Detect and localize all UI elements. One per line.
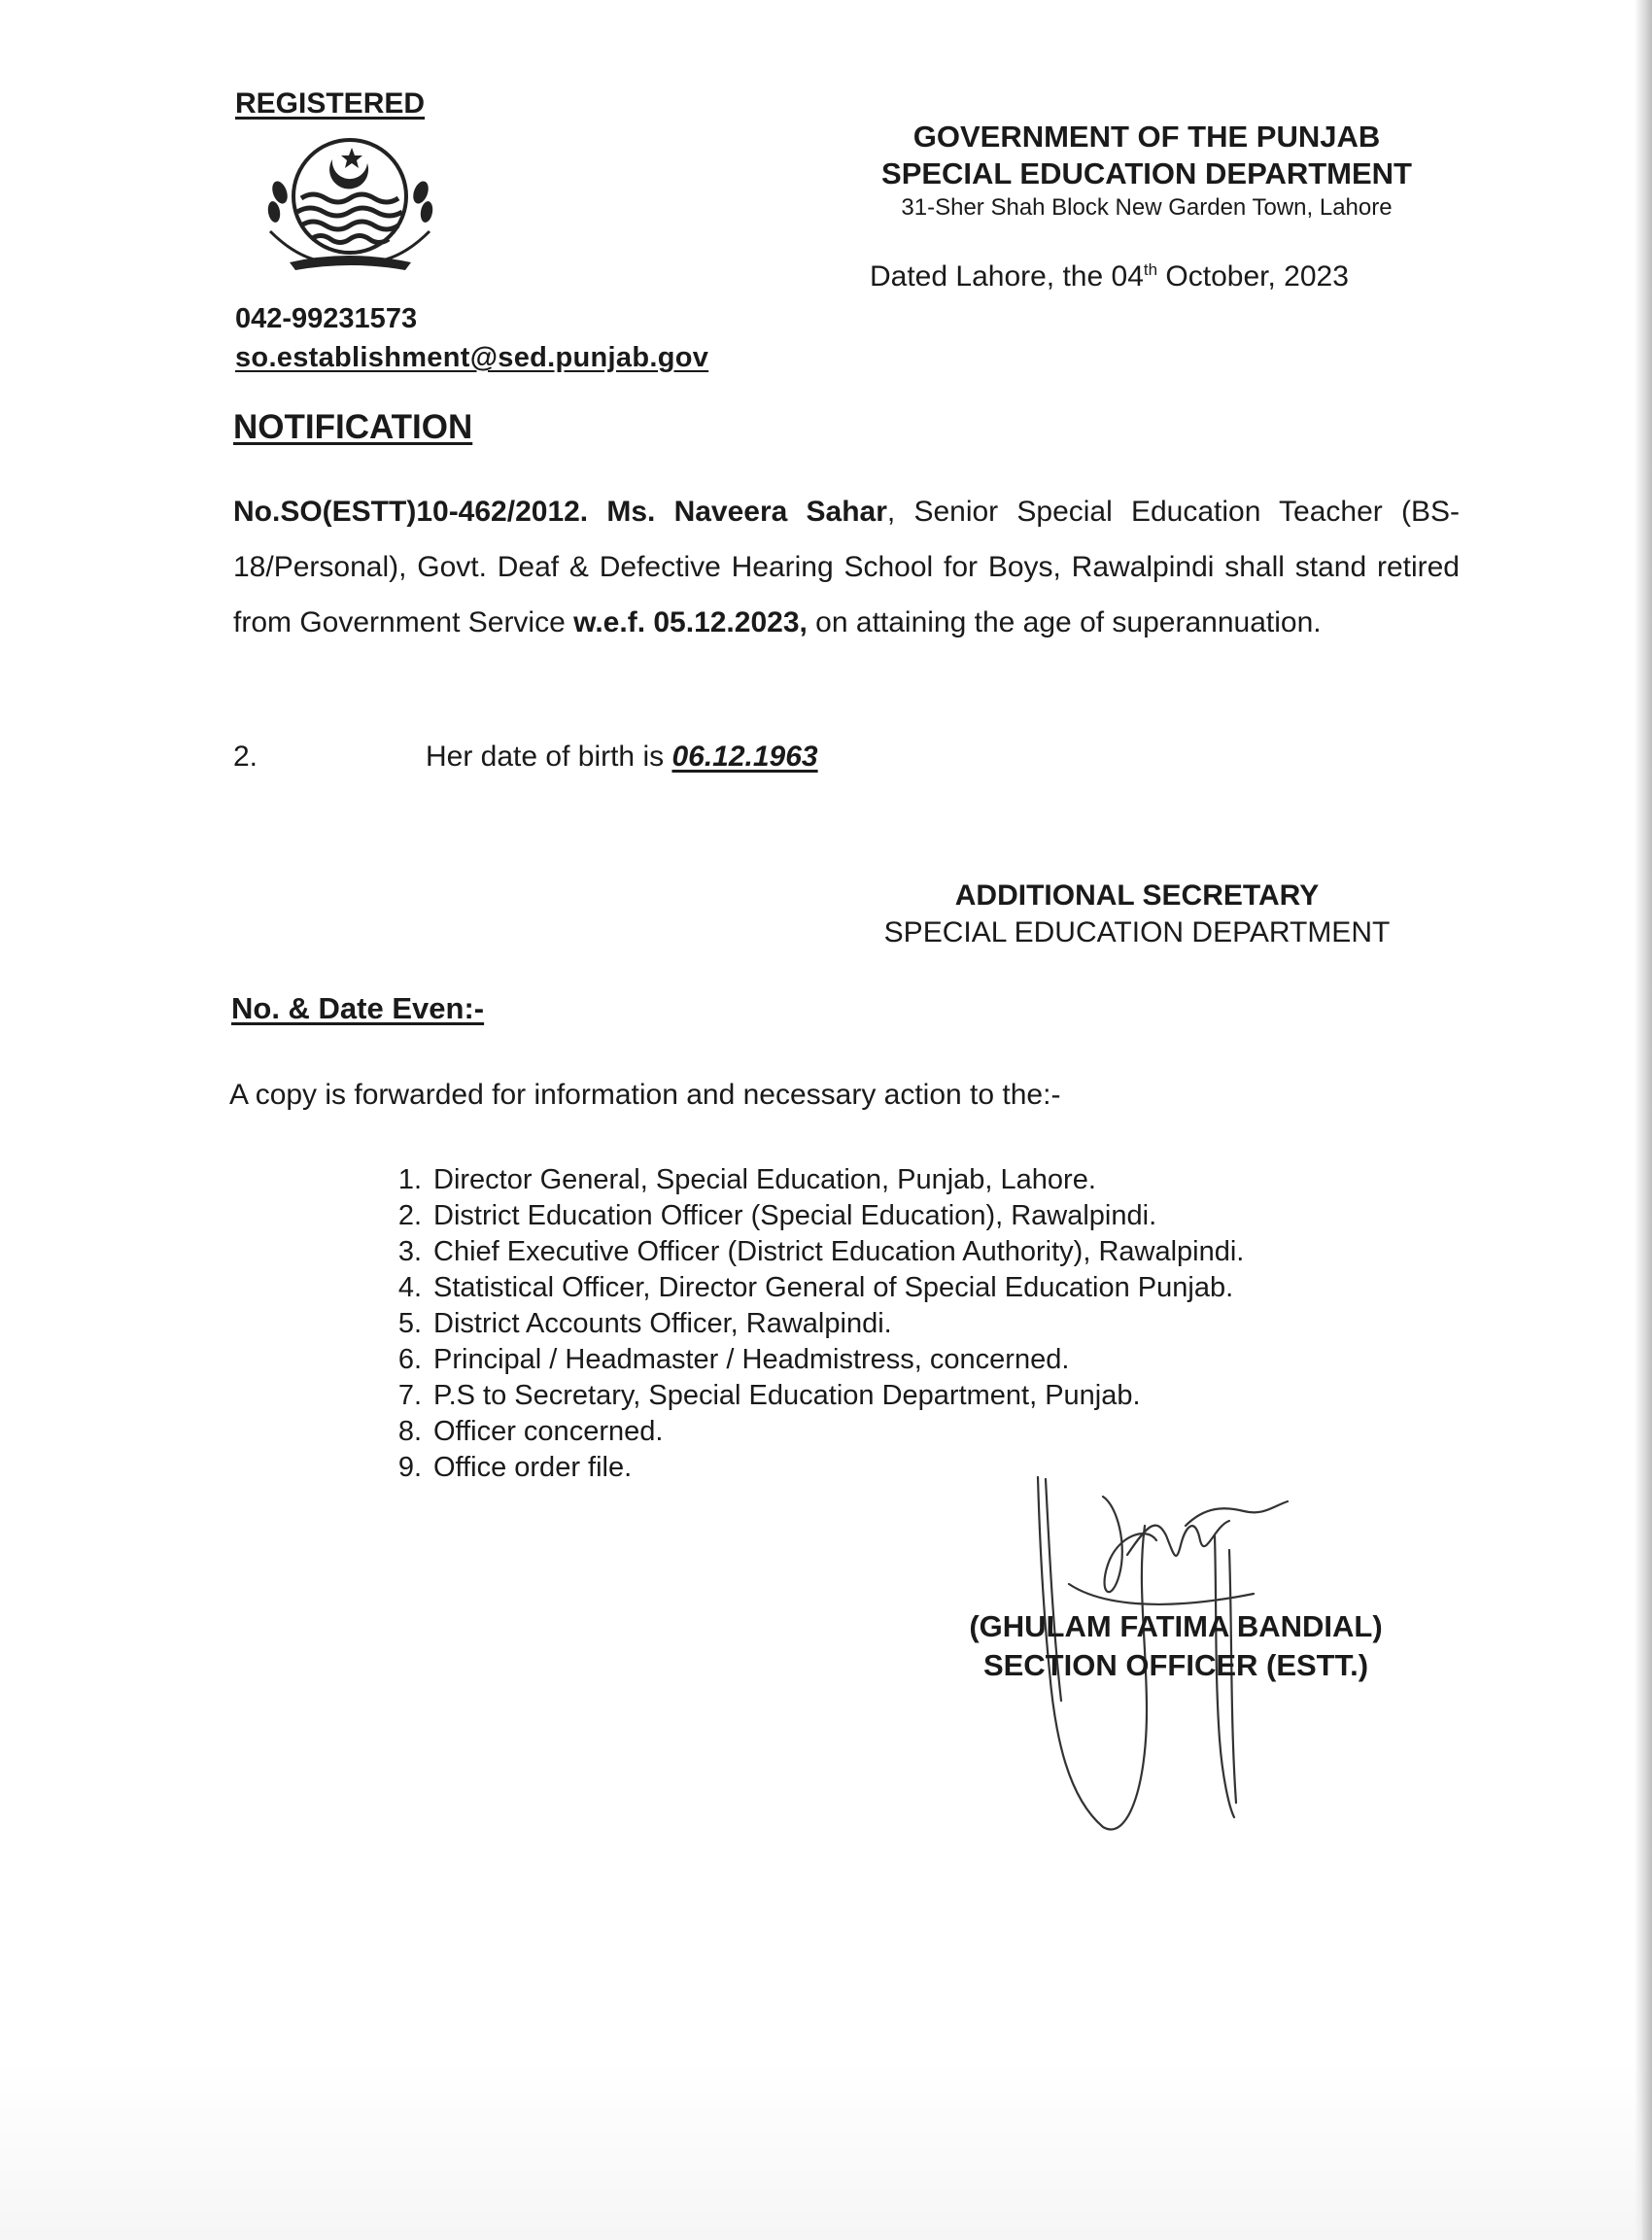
list-item-text: Officer concerned. [433, 1416, 664, 1447]
list-item [367, 1378, 1244, 1414]
list-item-text: Director General, Special Education, Punjab, Lahore. [433, 1164, 1096, 1195]
recipient-list [367, 1162, 1244, 1486]
list-item-text: Chief Executive Officer (District Education Authority), Rawalpindi. [433, 1236, 1245, 1267]
punjab-emblem-icon [251, 134, 450, 280]
list-item-number: 3. [397, 1236, 422, 1267]
department-title: SPECIAL EDUCATION DEPARTMENT [881, 156, 1412, 190]
employee-name: Ms. Naveera Sahar [606, 496, 887, 528]
paragraph-number: 2. [233, 741, 258, 773]
list-item [367, 1306, 1244, 1342]
retirement-date: w.e.f. 05.12.2023, [573, 606, 808, 638]
issuer-department: SPECIAL EDUCATION DEPARTMENT [883, 916, 1391, 948]
issuer-title: ADDITIONAL SECRETARY [954, 879, 1320, 912]
list-item [367, 1342, 1244, 1378]
reference-number: No.SO(ESTT)10-462/2012. [233, 496, 589, 528]
paragraph-body-2: on attaining the age of superannuation. [807, 606, 1322, 638]
phone-number: 042-99231573 [235, 303, 418, 334]
list-item-number: 9. [397, 1452, 422, 1483]
list-item-text: Principal / Headmaster / Headmistress, concerned. [433, 1344, 1070, 1375]
list-item-number: 7. [397, 1380, 422, 1411]
endorsement-intro: A copy is forwarded for information and necessary action to the:- [229, 1079, 1061, 1111]
email-address[interactable]: so.establishment@sed.punjab.gov [235, 342, 709, 373]
list-item-number: 1. [397, 1164, 422, 1195]
endorsement-heading: No. & Date Even:- [231, 991, 485, 1025]
birth-date-label: Her date of birth is [426, 741, 672, 773]
list-item [367, 1270, 1244, 1306]
page-edge [1635, 0, 1652, 2240]
section-officer-block [913, 1607, 1438, 1685]
issuer-block [845, 878, 1428, 951]
officer-name: (GHULAM FATIMA BANDIAL) [969, 1609, 1383, 1643]
date-prefix: Dated Lahore, the 04 [870, 260, 1144, 293]
list-item-number: 8. [397, 1416, 422, 1447]
list-item-text: District Education Officer (Special Education), Rawalpindi. [433, 1200, 1157, 1231]
date-suffix: October, 2023 [1157, 260, 1349, 293]
list-item-text: District Accounts Officer, Rawalpindi. [433, 1308, 892, 1339]
notification-paragraph-2 [233, 741, 1205, 774]
list-item-number: 4. [397, 1272, 422, 1303]
paragraph-body-1: , Senior Special Education Teacher (BS-18/Personal), Govt. Deaf & Defective Hearing School for Boys, Rawalpindi shall stand retired from Government Service [233, 496, 1460, 638]
government-title: GOVERNMENT OF THE PUNJAB [912, 120, 1381, 154]
list-item [367, 1234, 1244, 1270]
government-header [836, 119, 1458, 224]
date-suffix-sup: th [1143, 260, 1158, 279]
list-item [367, 1414, 1244, 1450]
notification-paragraph-1 [233, 484, 1460, 650]
list-item [367, 1198, 1244, 1234]
date-line [870, 260, 1349, 293]
birth-date: 06.12.1963 [671, 741, 818, 773]
list-item-number: 6. [397, 1344, 422, 1375]
list-item-text: Office order file. [433, 1452, 633, 1483]
list-item-number: 2. [397, 1200, 422, 1231]
list-item [367, 1162, 1244, 1198]
list-item-number: 5. [397, 1308, 422, 1339]
notification-title: NOTIFICATION [233, 408, 473, 446]
department-address: 31-Sher Shah Block New Garden Town, Lahore [901, 194, 1393, 221]
scan-shadow [0, 2060, 1642, 2240]
list-item-text: Statistical Officer, Director General of Special Education Punjab. [433, 1272, 1234, 1303]
officer-designation: SECTION OFFICER (ESTT.) [982, 1648, 1369, 1682]
registered-label: REGISTERED [235, 87, 426, 120]
list-item-text: P.S to Secretary, Special Education Department, Punjab. [433, 1380, 1141, 1411]
